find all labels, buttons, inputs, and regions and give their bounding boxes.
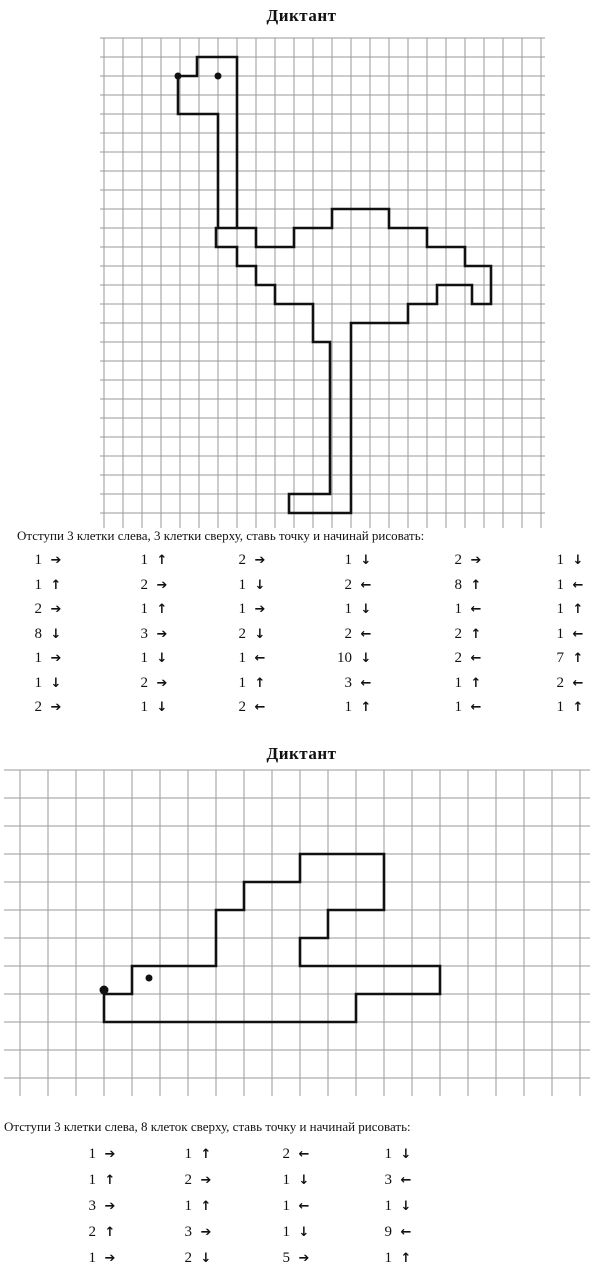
arrow-right-icon: ➔: [254, 553, 266, 568]
step-count: 1: [184, 1198, 192, 1214]
step-count: 2: [282, 1146, 290, 1162]
step-count: 1: [140, 601, 148, 617]
step-count: 3: [384, 1172, 392, 1188]
arrow-right-icon: ➔: [470, 553, 482, 568]
arrow-down-icon: ↓: [50, 675, 62, 691]
dictation-step: [18, 650, 64, 667]
arrow-left-icon: ←: [400, 1225, 412, 1240]
dictation-step: [18, 675, 64, 692]
arrow-down-icon: ↓: [400, 1199, 412, 1214]
step-count: 1: [88, 1146, 96, 1162]
arrow-left-icon: ←: [298, 1199, 310, 1214]
dictation-step: [368, 1198, 414, 1215]
step-count: 8: [34, 625, 42, 642]
step-count: 2: [238, 699, 246, 715]
step-count: 2: [34, 699, 42, 715]
dictation-step: [540, 650, 586, 667]
arrow-down-icon: ↓: [360, 602, 372, 617]
dictation-step: [438, 552, 484, 569]
step-count: 2: [556, 674, 564, 691]
arrow-right-icon: ➔: [200, 1173, 212, 1188]
arrow-right-icon: ➔: [50, 553, 62, 568]
step-count: 1: [556, 576, 564, 593]
dictation-step: [328, 626, 374, 643]
arrow-up-icon: ↑: [156, 602, 168, 617]
dictation-step: [168, 1172, 214, 1189]
arrow-down-icon: ↓: [200, 1251, 212, 1266]
dictation-step: [124, 552, 170, 569]
dictation-step: [222, 650, 268, 667]
step-count: 2: [184, 1172, 192, 1188]
arrow-right-icon: ➔: [156, 675, 168, 691]
dictation-step: [438, 577, 484, 594]
dictation-step: [438, 675, 484, 692]
dictation-step: [368, 1172, 414, 1189]
dictation-step: [266, 1250, 312, 1267]
dictation-step: [18, 577, 64, 594]
step-count: 2: [88, 1224, 96, 1240]
arrow-left-icon: ←: [360, 626, 372, 642]
step-count: 3: [184, 1224, 192, 1240]
dictation-step: [222, 675, 268, 692]
arrow-up-icon: ↑: [470, 626, 482, 642]
start-point: [100, 986, 109, 995]
step-count: 1: [34, 650, 42, 666]
dictation-step: [438, 601, 484, 618]
step-count: 10: [337, 650, 352, 666]
step-count: 8: [454, 576, 462, 593]
step-count: 1: [454, 699, 462, 715]
dictation-step: [222, 577, 268, 594]
step-count: 5: [282, 1250, 290, 1266]
dictation-step: [368, 1224, 414, 1241]
dictation-step: [18, 552, 64, 569]
step-count: 1: [556, 699, 564, 715]
dictation-1-grid: [0, 20, 603, 540]
dictation-step: [266, 1198, 312, 1215]
dictation-step: [124, 577, 170, 594]
dictation-step: [222, 552, 268, 569]
arrow-down-icon: ↓: [572, 553, 584, 568]
dictation-step: [222, 601, 268, 618]
step-count: 2: [34, 601, 42, 617]
dictation-step: [266, 1172, 312, 1189]
arrow-left-icon: ←: [360, 675, 372, 691]
dictation-step: [72, 1198, 118, 1215]
arrow-up-icon: ↑: [104, 1225, 116, 1240]
step-count: 1: [140, 699, 148, 715]
step-count: 1: [34, 576, 42, 593]
dictation-step: [328, 601, 374, 618]
arrow-left-icon: ←: [298, 1147, 310, 1162]
dictation-step: [328, 650, 374, 667]
dictation-step: [328, 577, 374, 594]
dictation-1-instruction: Отступи 3 клетки слева, 3 клетки сверху, ставь точку и начинай рисовать:: [17, 528, 425, 543]
step-count: 1: [238, 674, 246, 691]
dictation-step: [328, 699, 374, 716]
dictation-step: [438, 699, 484, 716]
arrow-right-icon: ➔: [50, 700, 62, 715]
dictation-step: [18, 626, 64, 643]
step-count: 1: [282, 1198, 290, 1214]
dictation-step: [18, 601, 64, 618]
step-count: 1: [384, 1146, 392, 1162]
arrow-up-icon: ↑: [104, 1173, 116, 1188]
step-count: 2: [184, 1250, 192, 1266]
dictation-step: [540, 601, 586, 618]
arrow-down-icon: ↓: [50, 626, 62, 642]
step-count: 2: [140, 576, 148, 593]
eye-dot: [215, 73, 222, 80]
step-count: 1: [140, 650, 148, 666]
step-count: 3: [140, 625, 148, 642]
dictation-step: [124, 626, 170, 643]
step-count: 1: [34, 552, 42, 568]
step-count: 2: [454, 552, 462, 568]
step-count: 2: [238, 552, 246, 568]
arrow-up-icon: ↑: [470, 675, 482, 691]
dictation-1-title: Диктант: [266, 6, 337, 25]
dictation-step: [328, 552, 374, 569]
step-count: 1: [344, 552, 352, 568]
step-count: 2: [454, 650, 462, 666]
dictation-step: [72, 1172, 118, 1189]
arrow-up-icon: ↑: [572, 700, 584, 715]
arrow-left-icon: ←: [470, 700, 482, 715]
dictation-step: [168, 1146, 214, 1163]
arrow-left-icon: ←: [572, 675, 584, 691]
arrow-right-icon: ➔: [50, 602, 62, 617]
step-count: 1: [238, 576, 246, 593]
arrow-right-icon: ➔: [104, 1199, 116, 1214]
dictation-2-grid: [0, 766, 603, 1106]
arrow-left-icon: ←: [470, 651, 482, 666]
arrow-left-icon: ←: [470, 602, 482, 617]
arrow-up-icon: ↑: [572, 651, 584, 666]
dictation-step: [438, 626, 484, 643]
arrow-left-icon: ←: [254, 700, 266, 715]
step-count: 1: [34, 674, 42, 691]
arrow-down-icon: ↓: [156, 651, 168, 666]
dictation-step: [368, 1250, 414, 1267]
dictation-step: [266, 1224, 312, 1241]
arrow-right-icon: ➔: [254, 602, 266, 617]
arrow-down-icon: ↓: [254, 626, 266, 642]
dictation-step: [72, 1224, 118, 1241]
arrow-up-icon: ↑: [360, 700, 372, 715]
step-count: 1: [88, 1172, 96, 1188]
step-count: 1: [454, 674, 462, 691]
step-count: 1: [556, 601, 564, 617]
dictation-step: [124, 601, 170, 618]
step-count: 1: [140, 552, 148, 568]
arrow-down-icon: ↓: [400, 1147, 412, 1162]
step-count: 1: [184, 1146, 192, 1162]
step-count: 9: [384, 1224, 392, 1240]
arrow-right-icon: ➔: [50, 651, 62, 666]
step-count: 1: [384, 1198, 392, 1214]
dictation-step: [266, 1146, 312, 1163]
arrow-down-icon: ↓: [360, 553, 372, 568]
arrow-up-icon: ↑: [400, 1251, 412, 1266]
dictation-1-steps: [0, 552, 603, 722]
arrow-left-icon: ←: [400, 1173, 412, 1188]
grid-lines: [100, 38, 545, 528]
grid-lines: [4, 770, 590, 1096]
arrow-left-icon: ←: [572, 626, 584, 642]
arrow-down-icon: ↓: [360, 651, 372, 666]
arrow-right-icon: ➔: [156, 577, 168, 593]
arrow-down-icon: ↓: [298, 1225, 310, 1240]
step-count: 1: [344, 601, 352, 617]
arrow-up-icon: ↑: [50, 577, 62, 593]
arrow-up-icon: ↑: [156, 553, 168, 568]
step-count: 3: [88, 1198, 96, 1214]
step-count: 2: [454, 625, 462, 642]
step-count: 1: [282, 1224, 290, 1240]
arrow-left-icon: ←: [254, 651, 266, 666]
dictation-step: [18, 699, 64, 716]
arrow-right-icon: ➔: [200, 1225, 212, 1240]
arrow-right-icon: ➔: [104, 1147, 116, 1162]
step-count: 1: [454, 601, 462, 617]
dictation-step: [540, 626, 586, 643]
arrow-up-icon: ↑: [200, 1199, 212, 1214]
arrow-right-icon: ➔: [104, 1251, 116, 1266]
dictation-step: [368, 1146, 414, 1163]
dictation-step: [124, 650, 170, 667]
dictation-step: [168, 1224, 214, 1241]
dictation-step: [540, 552, 586, 569]
step-count: 2: [238, 625, 246, 642]
arrow-left-icon: ←: [360, 577, 372, 593]
arrow-down-icon: ↓: [254, 577, 266, 593]
step-count: 1: [556, 625, 564, 642]
dictation-step: [124, 699, 170, 716]
step-count: 1: [238, 650, 246, 666]
step-count: 1: [282, 1172, 290, 1188]
step-count: 1: [238, 601, 246, 617]
arrow-right-icon: ➔: [298, 1251, 310, 1266]
start-point: [175, 73, 182, 80]
step-count: 1: [384, 1250, 392, 1266]
dictation-step: [438, 650, 484, 667]
dictation-step: [222, 626, 268, 643]
dictation-step: [328, 675, 374, 692]
dictation-step: [222, 699, 268, 716]
dictation-step: [168, 1198, 214, 1215]
dictation-2-title: Диктант: [266, 744, 337, 763]
step-count: 2: [140, 674, 148, 691]
dictation-step: [168, 1250, 214, 1267]
dictation-step: [540, 675, 586, 692]
arrow-up-icon: ↑: [470, 577, 482, 593]
step-count: 2: [344, 625, 352, 642]
dictation-step: [72, 1146, 118, 1163]
arrow-right-icon: ➔: [156, 626, 168, 642]
step-count: 2: [344, 576, 352, 593]
dictation-step: [540, 699, 586, 716]
step-count: 3: [344, 674, 352, 691]
step-count: 7: [556, 650, 564, 666]
arrow-up-icon: ↑: [200, 1147, 212, 1162]
dictation-2-steps: [0, 1146, 603, 1276]
step-count: 1: [556, 552, 564, 568]
dictation-step: [540, 577, 586, 594]
arrow-left-icon: ←: [572, 577, 584, 593]
dictation-2-instruction: Отступи 3 клетки слева, 8 клеток сверху, ставь точку и начинай рисовать:: [4, 1119, 411, 1134]
arrow-down-icon: ↓: [156, 700, 168, 715]
dictation-step: [124, 675, 170, 692]
step-count: 1: [88, 1250, 96, 1266]
dictation-step: [72, 1250, 118, 1267]
eye-dot: [146, 975, 153, 982]
arrow-down-icon: ↓: [298, 1173, 310, 1188]
arrow-up-icon: ↑: [254, 675, 266, 691]
step-count: 1: [344, 699, 352, 715]
arrow-up-icon: ↑: [572, 602, 584, 617]
